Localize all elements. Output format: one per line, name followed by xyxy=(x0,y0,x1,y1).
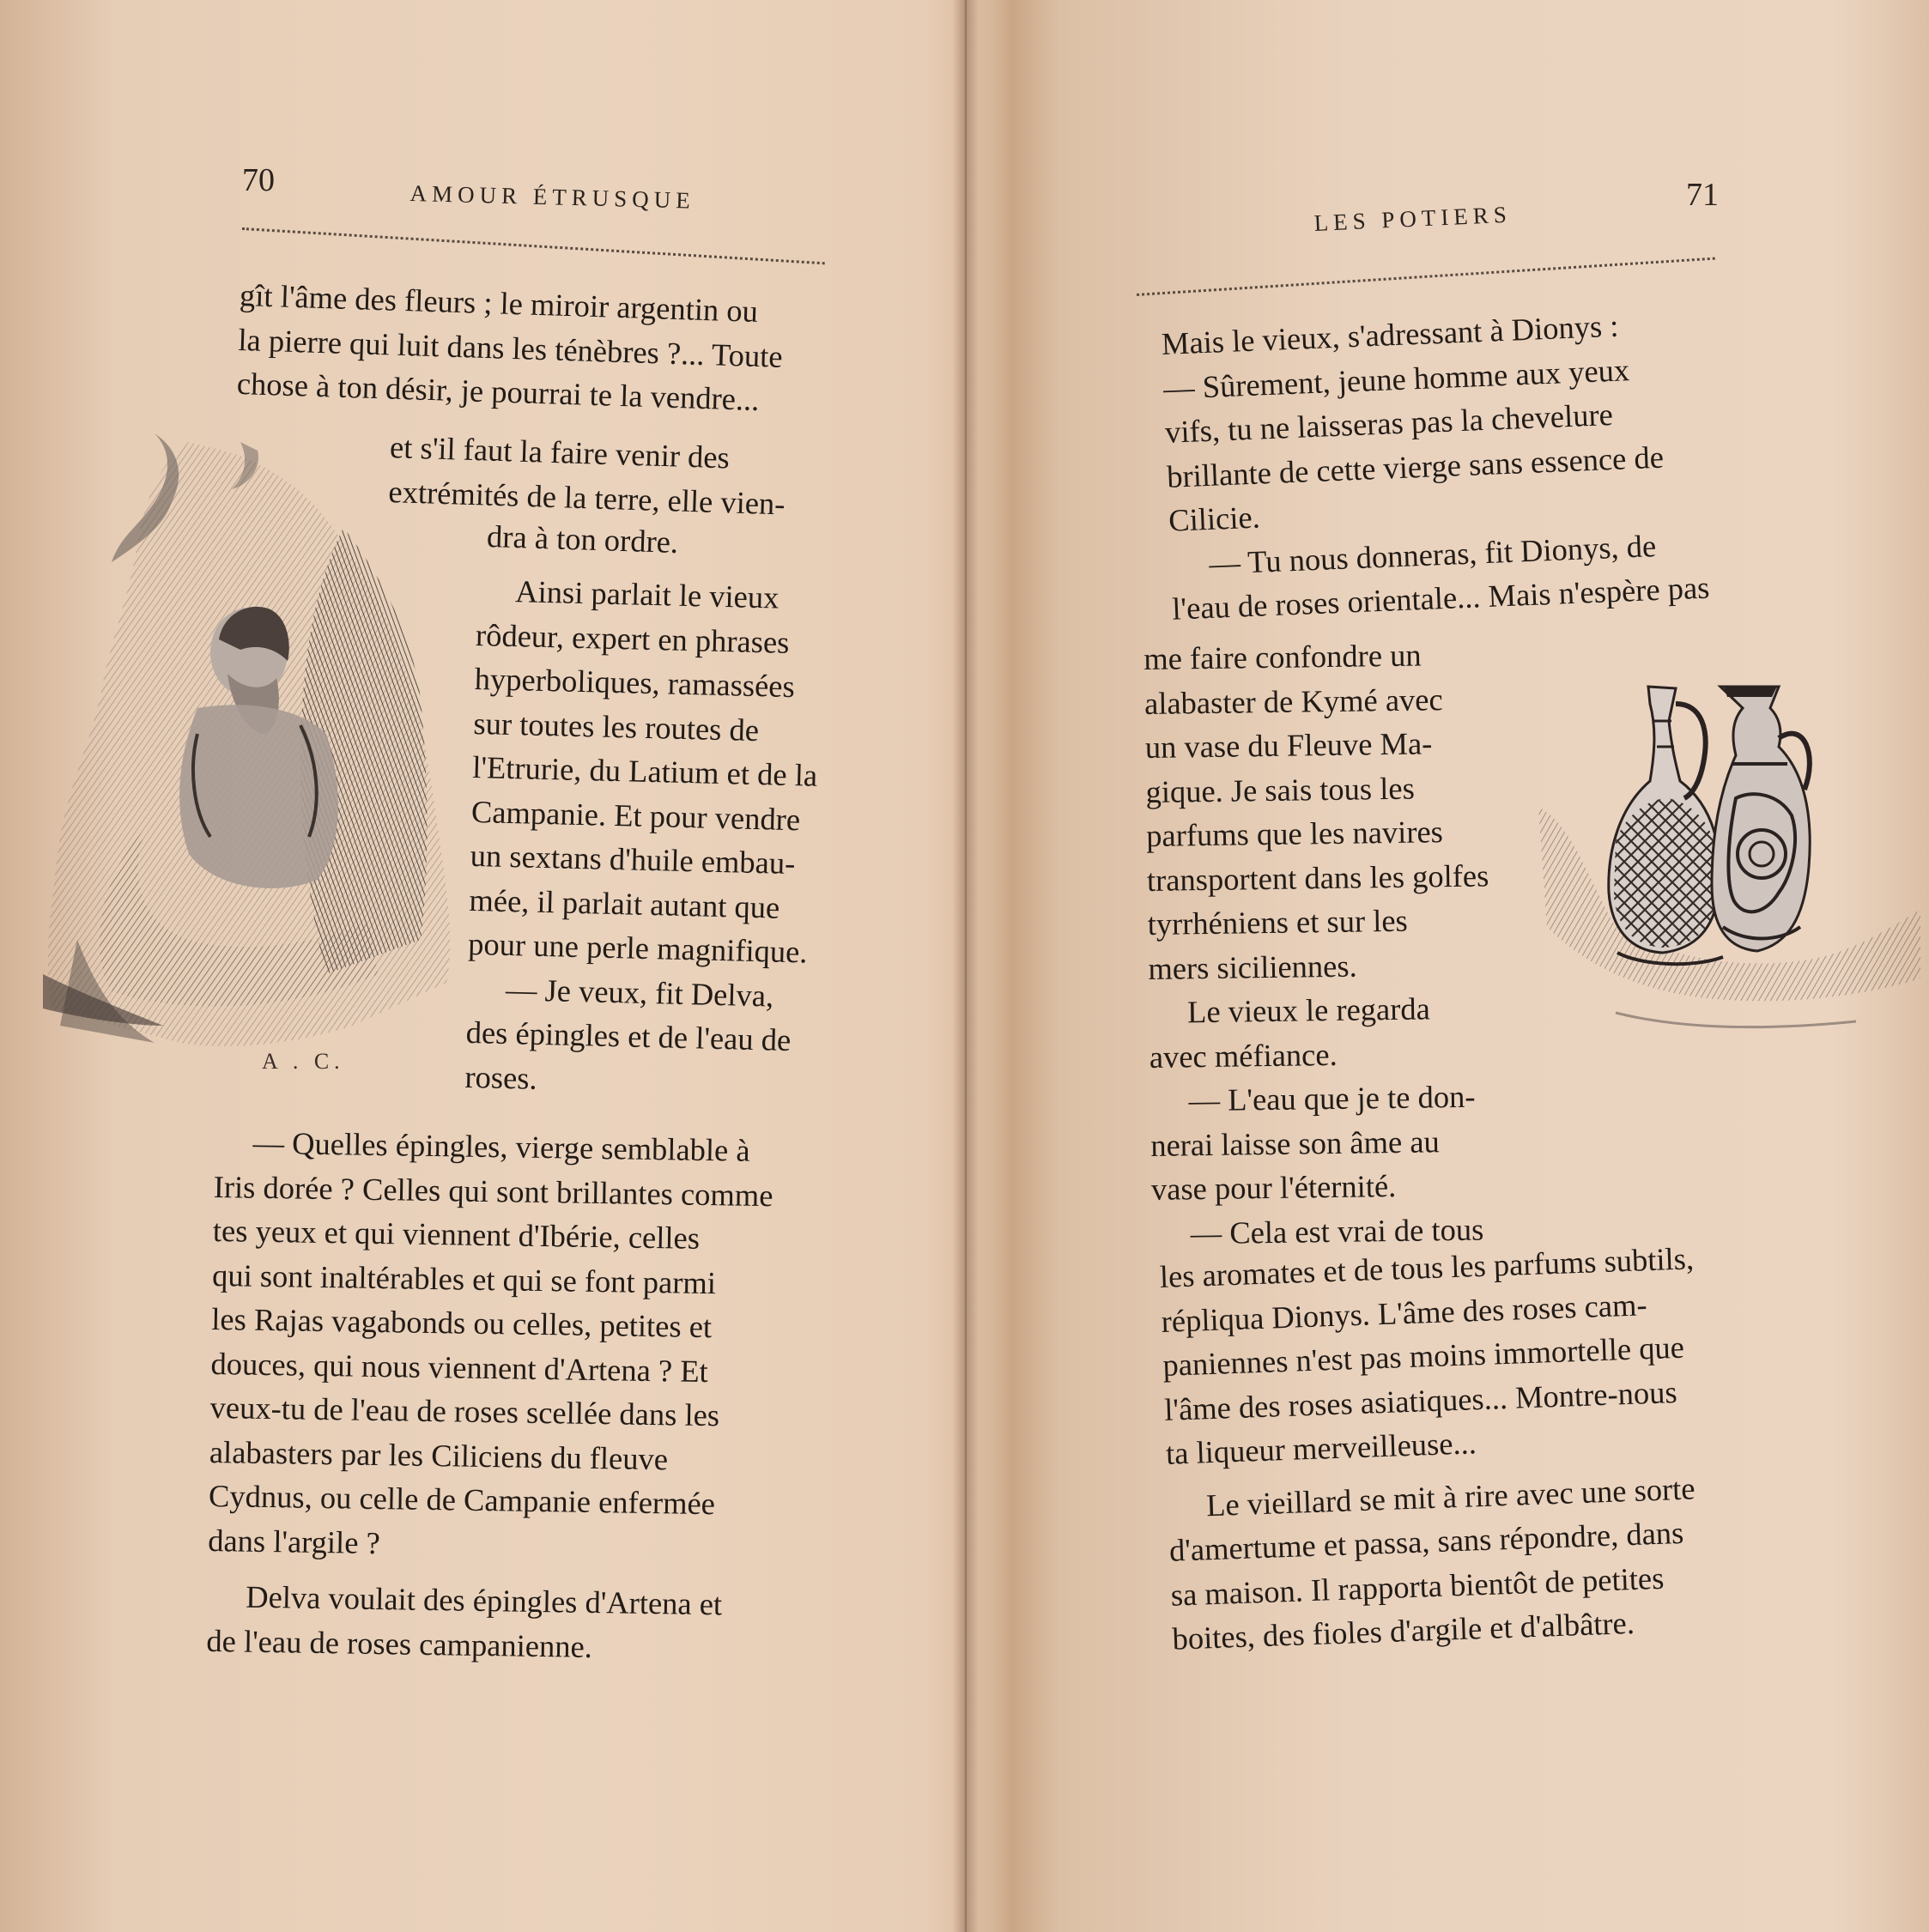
text-line: Ainsi parlait le vieux xyxy=(514,573,779,615)
text-line: tes yeux et qui viennent d'Ibérie, celles xyxy=(212,1212,701,1256)
right-page-number: 71 xyxy=(1686,177,1719,213)
text-line: Campanie. Et pour vendre xyxy=(470,793,801,837)
text-line: hyperboliques, ramassées xyxy=(474,660,796,705)
vases-illustration xyxy=(1521,669,1925,1073)
text-line: extrémités de la terre, elle vien- xyxy=(387,473,786,521)
text-line: dans l'argile ? xyxy=(207,1522,381,1560)
text-line: de l'eau de roses campanienne. xyxy=(206,1622,593,1664)
right-bottom-text xyxy=(1159,1234,1774,1662)
text-line: chose à ton désir, je pourrai te la vendre... xyxy=(236,365,760,418)
text-line: sa maison. Il rapporta bientôt de petites xyxy=(1170,1560,1665,1613)
left-running-head: AMOUR ÉTRUSQUE xyxy=(409,180,696,214)
text-line: transportent dans les golfes xyxy=(1146,857,1489,898)
right-wrap-text xyxy=(1143,632,1495,1256)
text-line: Cydnus, ou celle de Campanie enfermée xyxy=(208,1477,716,1522)
text-line: parfums que les navires xyxy=(1145,814,1444,853)
text-line: mers siciliennes. xyxy=(1148,948,1357,986)
text-line: — Je veux, fit Delva, xyxy=(505,971,774,1014)
right-page xyxy=(972,0,1929,1932)
text-line: — Cela est vrai de tous xyxy=(1190,1211,1484,1251)
text-line: et s'il faut la faire venir des xyxy=(389,428,731,475)
text-line: Le vieux le regarda xyxy=(1186,990,1431,1030)
old-merchant-illustration xyxy=(43,425,472,1060)
text-line: Le vieillard se mit à rire avec une sorte xyxy=(1205,1469,1696,1523)
text-line: — Tu nous donneras, fit Dionys, de xyxy=(1208,527,1657,581)
text-line: dra à ton ordre. xyxy=(486,518,679,560)
text-line: avec méfiance. xyxy=(1149,1036,1338,1075)
text-line: d'amertume et passa, sans répondre, dans xyxy=(1168,1514,1684,1568)
text-line: gique. Je sais tous les xyxy=(1145,770,1416,809)
text-line: sur toutes les routes de xyxy=(473,705,760,748)
text-line: alabaster de Kymé avec xyxy=(1143,681,1443,721)
text-line: les aromates et de tous les parfums subtils, xyxy=(1159,1240,1695,1294)
text-line: brillante de cette vierge sans essence de xyxy=(1166,439,1665,494)
text-line: vase pour l'éternité. xyxy=(1150,1167,1397,1207)
text-line: boites, des fioles d'argile et d'albâtre. xyxy=(1171,1604,1635,1656)
text-line: l'Etrurie, du Latium et de la xyxy=(471,748,818,793)
text-line: nerai laisse son âme au xyxy=(1150,1123,1441,1163)
text-line: douces, qui nous viennent d'Artena ? Et xyxy=(210,1345,709,1389)
text-line: vifs, tu ne laisseras pas la chevelure xyxy=(1164,396,1614,450)
text-line: — L'eau que je te don- xyxy=(1188,1078,1476,1118)
text-line: roses. xyxy=(464,1058,538,1096)
text-line: des épingles et de l'eau de xyxy=(465,1014,792,1058)
text-line: tyrrhéniens et sur les xyxy=(1147,902,1409,942)
text-line: rôdeur, expert en phrases xyxy=(475,616,790,660)
right-running-head: LES POTIERS xyxy=(1313,201,1513,236)
text-line: pour une perle magnifique. xyxy=(467,925,808,970)
left-page xyxy=(0,0,957,1932)
left-bottom-text xyxy=(206,1120,820,1672)
text-line: — Quelles épingles, vierge semblable à xyxy=(252,1124,750,1168)
text-line: paniennes n'est pas moins immortelle que xyxy=(1162,1329,1685,1383)
right-header-rule xyxy=(1137,257,1715,296)
text-line: Mais le vieux, s'adressant à Dionys : xyxy=(1161,307,1620,361)
text-line: Iris dorée ? Celles qui sont brillantes comme xyxy=(213,1168,773,1213)
right-top-text xyxy=(1161,298,1765,631)
left-wrap-text-c xyxy=(464,568,825,1107)
text-line: qui sont inaltérables et qui se font parmi xyxy=(211,1257,717,1300)
text-line: gît l'âme des fleurs ; le miroir argentin ou xyxy=(239,276,759,329)
text-line: — Sûrement, jeune homme aux yeux xyxy=(1162,351,1630,406)
text-line: la pierre qui luit dans les ténèbres ?... Toute xyxy=(237,321,784,374)
left-header-rule xyxy=(242,227,825,264)
text-line: ta liqueur merveilleuse... xyxy=(1165,1425,1477,1471)
text-line: me faire confondre un xyxy=(1143,637,1422,676)
left-top-text xyxy=(236,273,828,424)
text-line: alabasters par les Ciliciens du fleuve xyxy=(209,1433,669,1476)
text-line: mée, il parlait autant que xyxy=(469,881,780,925)
text-line: l'âme des roses asiatiques... Montre-nous xyxy=(1163,1373,1678,1427)
text-line: veux-tu de l'eau de roses scellée dans les xyxy=(209,1389,720,1433)
text-line: répliqua Dionys. L'âme des roses cam- xyxy=(1160,1286,1648,1339)
left-page-number: 70 xyxy=(242,162,275,198)
text-line: Cilicie. xyxy=(1168,499,1261,538)
text-line: les Rajas vagabonds ou celles, petites et xyxy=(211,1300,713,1345)
text-line: un vase du Fleuve Ma- xyxy=(1144,725,1433,765)
text-line: l'eau de roses orientale... Mais n'espère pas xyxy=(1171,569,1711,627)
text-line: un sextans d'huile embau- xyxy=(470,837,796,881)
text-line: Delva voulait des épingles d'Artena et xyxy=(245,1578,723,1622)
illustration-signature: A . C. xyxy=(262,1049,345,1074)
